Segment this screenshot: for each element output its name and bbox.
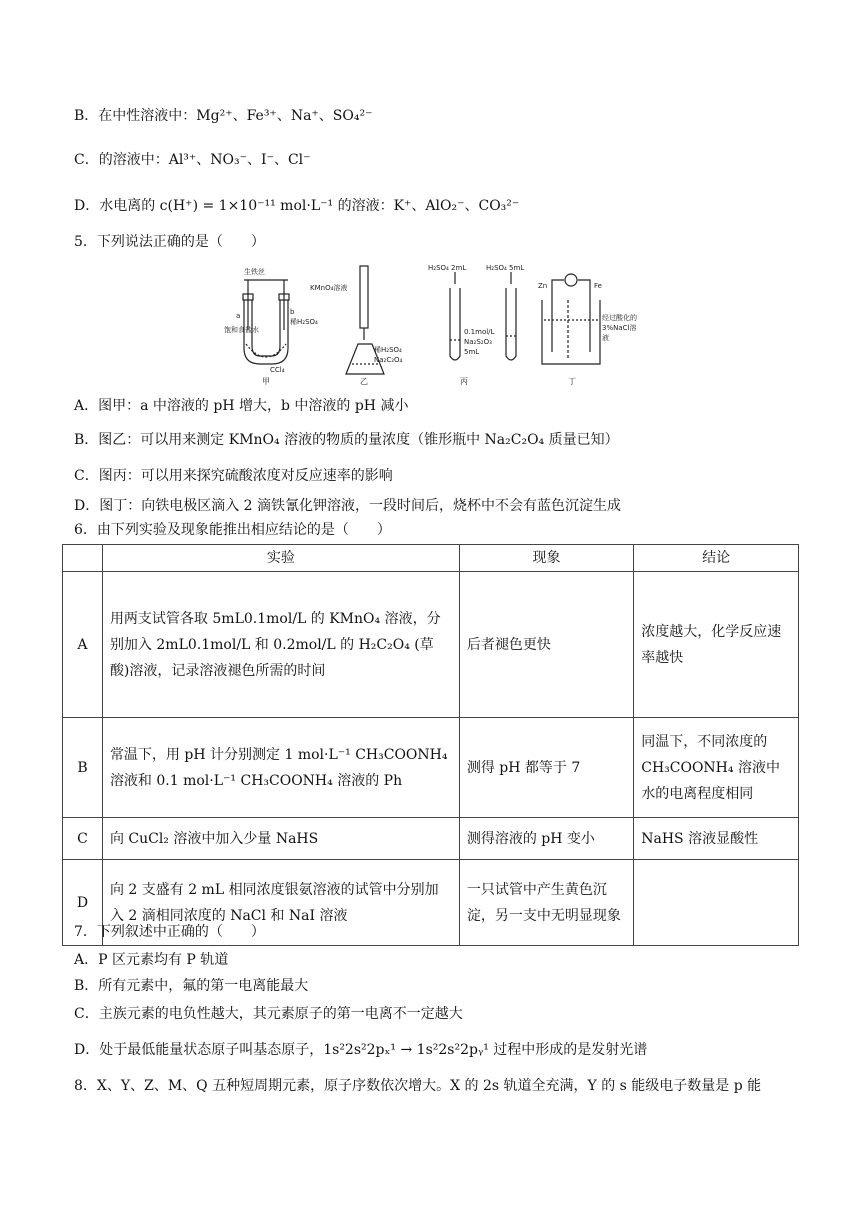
q5-option-c: C．图丙：可以用来探究硫酸浓度对反应速率的影响	[74, 468, 393, 484]
jia-label-b: b	[290, 308, 295, 316]
yi-caption: 乙	[360, 377, 368, 386]
figure-bing	[450, 272, 516, 360]
q6-stem: 6．由下列实验及现象能推出相应结论的是（ ）	[74, 522, 391, 538]
row-phenomenon: 测得溶液的 pH 变小	[459, 818, 633, 860]
bing-label-5: 5mL	[464, 348, 480, 356]
row-experiment: 用两支试管各取 5mL0.1mol/L 的 KMnO₄ 溶液，分别加入 2mL0.1mol/L 和 0.2mol/L 的 H₂C₂O₄ (草酸)溶液，记录溶液褪色所需的时间	[102, 572, 459, 718]
row-phenomenon: 测得 pH 都等于 7	[459, 718, 633, 818]
table-row	[63, 572, 799, 718]
row-option: A	[63, 572, 103, 718]
q5-option-b: B．图乙：可以用来测定 KMnO₄ 溶液的物质的量浓度（锥形瓶中 Na₂C₂O₄ 质量已知）	[74, 432, 619, 448]
bing-label-1: H₂SO₄ 2mL	[428, 264, 467, 272]
ding-label-4: 3%NaCl溶	[602, 324, 637, 332]
table-row	[63, 818, 799, 860]
jia-caption: 甲	[262, 377, 270, 386]
ding-caption: 丁	[568, 377, 576, 386]
bing-label-3: 0.1mol/L	[464, 328, 495, 336]
table-row	[63, 718, 799, 818]
yi-label-1: KMnO₄溶液	[310, 284, 348, 292]
q7-stem: 7．下列叙述中正确的（ ）	[74, 924, 265, 940]
row-phenomenon: 后者褪色更快	[459, 572, 633, 718]
row-experiment: 向 CuCl₂ 溶液中加入少量 NaHS	[102, 818, 459, 860]
row-phenomenon: 一只试管中产生黄色沉淀，另一支中无明显现象	[459, 860, 633, 946]
header-cell: 结论	[634, 545, 799, 572]
jia-label-4: CCl₄	[270, 366, 285, 374]
row-conclusion: 浓度越大，化学反应速率越快	[634, 572, 799, 718]
q4-option-d: D．水电离的 c(H⁺) = 1×10⁻¹¹ mol·L⁻¹ 的溶液：K⁺、AlO₂⁻、CO₃²⁻	[74, 198, 520, 214]
jia-label-1: 生铁丝	[244, 268, 265, 276]
jia-label-a: a	[236, 312, 241, 320]
bing-label-4: Na₂S₂O₃	[464, 338, 492, 346]
q7-option-c: C．主族元素的电负性越大，其元素原子的第一电离不一定越大	[74, 1006, 463, 1022]
header-cell: 现象	[459, 545, 633, 572]
figure-ding	[542, 274, 600, 364]
q5-option-a: A．图甲：a 中溶液的 pH 增大，b 中溶液的 pH 减小	[74, 398, 409, 414]
bing-label-2: H₂SO₄ 5mL	[486, 264, 525, 272]
q4-option-c: C．的溶液中：Al³⁺、NO₃⁻、I⁻、Cl⁻	[74, 152, 311, 168]
q7-option-b: B．所有元素中，氟的第一电离能最大	[74, 978, 309, 994]
header-cell	[63, 545, 103, 572]
header-cell: 实验	[102, 545, 459, 572]
ding-label-3: 经过酸化的	[602, 314, 637, 322]
ding-label-zn: Zn	[538, 282, 548, 290]
yi-label-2: 稀H₂SO₄	[374, 346, 402, 354]
q8-stem: 8．X、Y、Z、M、Q 五种短周期元素，原子序数依次增大。X 的 2s 轨道全充满，Y 的 s 能级电子数量是 p 能	[74, 1078, 762, 1094]
q7-option-a: A．P 区元素均有 P 轨道	[74, 952, 229, 968]
figure-jia	[243, 280, 289, 364]
row-option: C	[63, 818, 103, 860]
q7-option-d: D．处于最低能量状态原子叫基态原子，1s²2s²2pₓ¹ → 1s²2s²2pᵧ¹ 过程中形成的是发射光谱	[74, 1042, 648, 1058]
row-option: B	[63, 718, 103, 818]
ding-label-5: 液	[602, 334, 609, 342]
q6-table	[62, 544, 799, 946]
ding-label-fe: Fe	[594, 282, 602, 290]
q4-option-b: B．在中性溶液中：Mg²⁺、Fe³⁺、Na⁺、SO₄²⁻	[74, 108, 373, 124]
row-conclusion: NaHS 溶液显酸性	[634, 818, 799, 860]
row-conclusion	[634, 860, 799, 946]
yi-label-3: Na₂C₂O₄	[374, 356, 403, 364]
row-option: D	[63, 860, 103, 946]
bing-caption: 丙	[460, 377, 468, 386]
q5-stem: 5．下列说法正确的是（ ）	[74, 234, 265, 250]
apparatus-figure	[224, 260, 664, 386]
table-header-row	[63, 545, 799, 572]
q5-option-d: D．图丁：向铁电极区滴入 2 滴铁氰化钾溶液，一段时间后，烧杯中不会有蓝色沉淀生成	[74, 498, 622, 514]
row-experiment: 常温下，用 pH 计分别测定 1 mol·L⁻¹ CH₃COONH₄ 溶液和 0.1 mol·L⁻¹ CH₃COONH₄ 溶液的 Ph	[102, 718, 459, 818]
row-experiment: 向 2 支盛有 2 mL 相同浓度银氨溶液的试管中分别加入 2 滴相同浓度的 NaCl 和 NaI 溶液	[102, 860, 459, 946]
jia-label-2: 饱和食盐水	[224, 326, 259, 334]
row-conclusion: 同温下，不同浓度的 CH₃COONH₄ 溶液中水的电离程度相同	[634, 718, 799, 818]
jia-label-3: 稀H₂SO₄	[290, 318, 318, 326]
